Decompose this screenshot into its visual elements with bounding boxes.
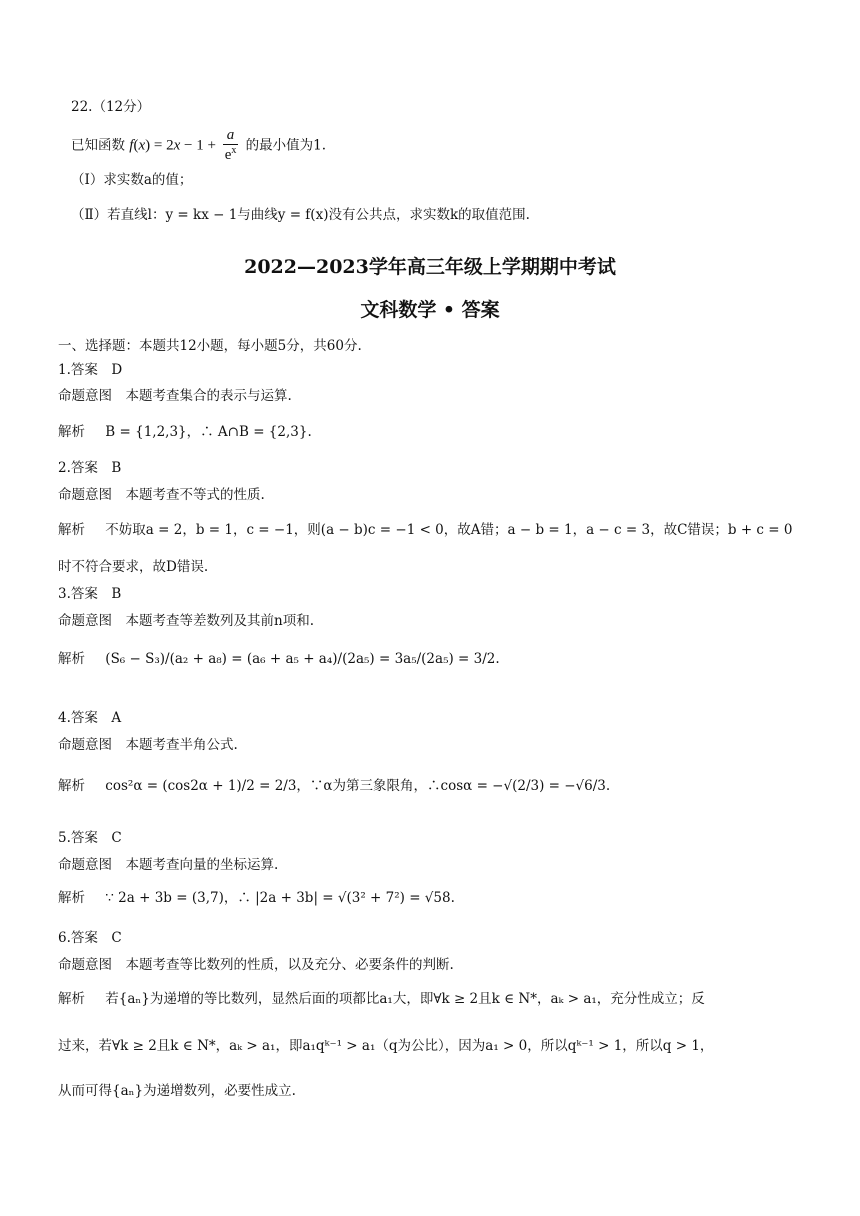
answer-label: 6.答案 C [58,930,122,946]
answer-analysis [58,890,455,906]
page-title: 2022—2023学年高三年级上学期期中考试 [244,256,616,278]
answer-analysis [58,778,610,794]
analysis-text: B = {1,2,3}，∴ A∩B = {2,3}. [105,424,312,440]
analysis-label: 解析 [58,522,85,538]
analysis-text: cos²α = (cos2α + 1)/2 = 2/3，∵α为第三象限角，∴cosα = −√(2/3) = −√6/3. [105,778,611,794]
answer-label: 4.答案 A [58,710,122,726]
analysis-continued: 从而可得{aₙ}为递增数列，必要性成立. [58,1083,296,1099]
answer-intent: 命题意图 本题考查向量的坐标运算. [58,857,279,873]
analysis-label: 解析 [58,991,85,1007]
analysis-continued: 过来，若∀k ≥ 2且k ∈ N*，aₖ > a₁，即a₁qᵏ⁻¹ > a₁（q为公比），因为a₁ > 0，所以qᵏ⁻¹ > 1，所以q > 1， [58,1038,714,1054]
answer-analysis [58,651,500,667]
answer-analysis [58,522,792,538]
answer-analysis [58,424,312,440]
q22-formula: f [129,137,134,154]
page-subtitle: 文科数学 • 答案 [360,299,500,321]
q22-stem-prefix: 已知函数 [71,137,125,154]
answer-intent: 命题意图 本题考查等差数列及其前n项和. [58,613,314,629]
analysis-label: 解析 [58,651,85,667]
analysis-label: 解析 [58,890,85,906]
analysis-text: 若{aₙ}为递增的等比数列，显然后面的项都比a₁大，即∀k ≥ 2且k ∈ N*，aₖ > a₁，充分性成立；反 [105,991,705,1007]
answer-intent: 命题意图 本题考查不等式的性质. [58,487,265,503]
q22-part2: （Ⅱ）若直线l：y = kx − 1与曲线y = f(x)没有公共点，求实数k的取值范围. [71,207,530,223]
analysis-label: 解析 [58,778,85,794]
analysis-continued: 时不符合要求，故D错误. [58,559,209,575]
analysis-text: ∵ 2a + 3b = (3,7)，∴ |2a + 3b| = √(3² + 7²) = √58. [105,890,455,906]
answer-label: 2.答案 B [58,460,122,476]
answer-label: 5.答案 C [58,830,122,846]
section-heading: 一、选择题：本题共12小题，每小题5分，共60分. [58,338,362,354]
answer-intent: 命题意图 本题考查半角公式. [58,737,238,753]
q22-stem: 已知函数 f(x) = 2x − 1 + $\frac{a}{e^x}$ 的最小值为1. [71,127,327,164]
analysis-text: (S₆ − S₃)/(a₂ + a₈) = (a₆ + a₅ + a₄)/(2a₅) = 3a₅/(2a₅) = 3/2. [105,651,500,667]
answer-intent: 命题意图 本题考查集合的表示与运算. [58,388,292,404]
answer-label: 3.答案 B [58,586,122,602]
answer-analysis [58,991,705,1007]
q22-header: 22.（12分） [71,99,151,115]
answer-intent: 命题意图 本题考查等比数列的性质，以及充分、必要条件的判断. [58,957,454,973]
analysis-label: 解析 [58,424,85,440]
answer-label: 1.答案 D [58,362,123,378]
analysis-text: 不妨取a = 2，b = 1，c = −1，则(a − b)c = −1 < 0，故A错；a − b = 1，a − c = 3，故C错误；b + c = 0 [105,522,793,538]
q22-stem-suffix: 的最小值为1. [245,137,327,154]
q22-part1: （Ⅰ）求实数a的值； [71,172,193,188]
